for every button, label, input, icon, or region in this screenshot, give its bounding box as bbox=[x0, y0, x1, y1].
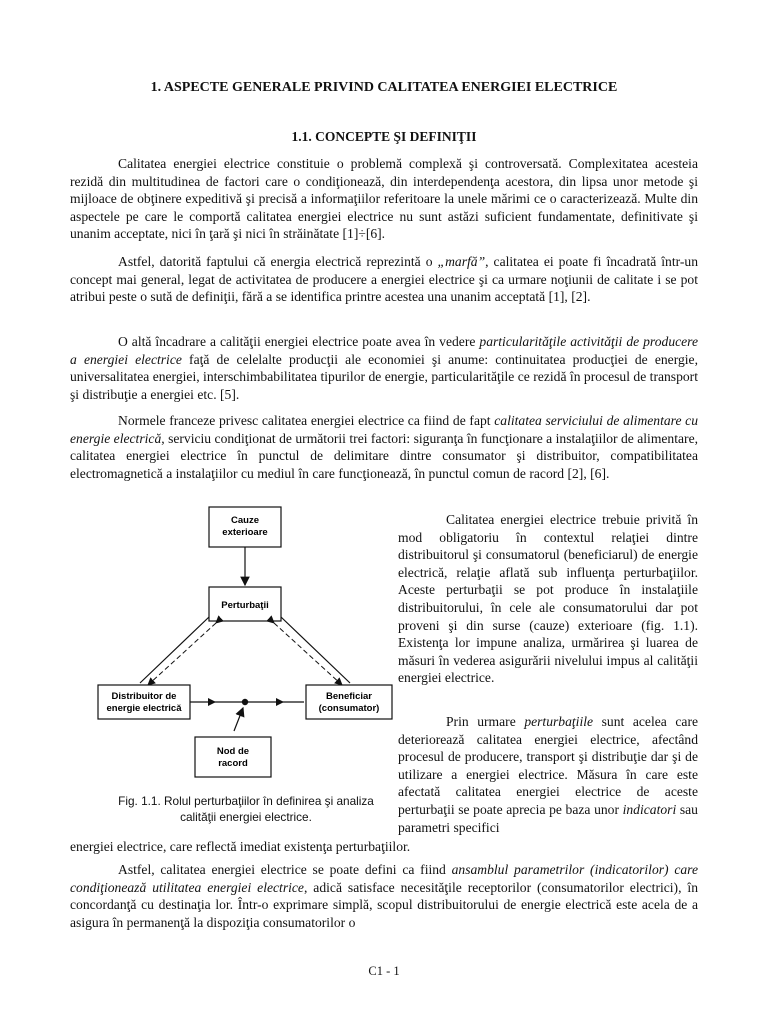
box-nod-label-2: racord bbox=[218, 758, 248, 769]
arrow-right-2 bbox=[276, 698, 284, 706]
figure-diagram bbox=[96, 505, 396, 787]
figure-caption-line-2: calităţii energiei electrice. bbox=[180, 809, 312, 824]
paragraph-1: Calitatea energiei electrice constituie o problemă complexă şi controversată. Complexitatea acesteia rezidă din multitudinea de factori care o condiţionează, din interdependenţa acestora, din lipsa unor metode şi mijloace de obţinere expeditivă şi precisă a informaţiilor referitoare la unele mărimi ce o caracterizează. Multe din aspectele pe care le comportă calitatea energiei electrice nu sunt astăzi suficient fundamentate, definitivate şi unanim acceptate, nici în ţară şi nici în străinătate [1]÷[6]. bbox=[70, 156, 698, 242]
paragraph-7: Astfel, calitatea energiei electrice se poate defini ca fiind ansamblul parametrilor (indicatorilor) care condiţionează utilitatea energiei electrice, adică satisface necesităţile receptorilor (consumatorilor electrici), în concordanţă cu destinaţia lor. Într-o exprimare simplă, scopul distribuitorului de energie electrică este acela de a asigura în permanenţă la dispoziţia consumatorilor o bbox=[70, 862, 698, 930]
link-perturbatii-distribuitor bbox=[140, 617, 209, 683]
dashed-link-right bbox=[274, 623, 342, 685]
figure-caption bbox=[96, 794, 396, 825]
box-distribuitor-label-2: energie electrică bbox=[106, 703, 182, 714]
box-distribuitor-label-1: Distribuitor de bbox=[111, 691, 177, 702]
figure-caption-line-1: Fig. 1.1. Rolul perturbaţiilor în definirea şi analiza bbox=[118, 794, 374, 808]
box-cauze-label-1: Cauze bbox=[231, 515, 259, 526]
paragraph-2: Astfel, datorită faptului că energia electrică reprezintă o „marfă”, calitatea ei poate fi încadrată într-un concept mai general, legat de activitatea de producere a energiei electrice şi ca urmare noţiunii de calitate i se pot atribui peste o sută de definiţii, fără a se identifica printre acestea una unanim acceptată [1], [2]. bbox=[70, 254, 698, 305]
box-nod-label-1: Nod de bbox=[216, 746, 250, 757]
box-cauze-label-2: exterioare bbox=[222, 527, 268, 538]
section-heading: 1.1. CONCEPTE ŞI DEFINIŢII bbox=[291, 129, 477, 144]
arrow-right-1 bbox=[208, 698, 216, 706]
chapter-heading: 1. ASPECTE GENERALE PRIVIND CALITATEA ENERGIEI ELECTRICE bbox=[150, 80, 618, 95]
paragraph-5: Calitatea energiei electrice trebuie privită în mod obligatoriu în contextul relaţiei dintre distribuitorul şi consumatorul (beneficiarul) de energie electrică, relaţie aflată sub influenţa perturbaţiilor. Aceste perturbaţii se pot produce în instalaţiile distribuitorului, în cele ale consumatorului dar pot proveni şi din surse (cauze) exterioare (fig. 1.1). Existenţa lor impune analiza, urmărirea şi luarea de măsuri în vederea asigurării nivelului impus al calităţii energiei electrice. bbox=[398, 512, 698, 686]
paragraph-3: O altă încadrare a calităţii energiei electrice poate avea în vedere particularităţile activităţii de producere a energiei electrice faţă de celelalte producţii ale economiei şi anume: continuitatea producţiei de energie, universalitatea energiei, interschimbabilitatea tipurilor de energie, particularităţile ce rezidă în procesul de transport şi distribuţie a energiei etc. [5]. bbox=[70, 334, 698, 402]
link-perturbatii-beneficiar bbox=[281, 617, 350, 683]
dashed-link-left bbox=[148, 623, 216, 685]
paragraph-6: Prin urmare perturbaţiile sunt acelea care deteriorează calitatea energiei electrice, afectând procesul de producere, transport şi distribuţie dar şi de utilizare a energiei electrice. Măsura în care este afectată calitatea energiei electrice de aceste perturbaţii se poate aprecia pe baza unor indicatori sau parametri specifici bbox=[398, 714, 698, 835]
box-beneficiar-label-2: (consumator) bbox=[318, 703, 380, 714]
paragraph-4: Normele franceze privesc calitatea energiei electrice ca fiind de fapt calitatea serviciului de alimentare cu energie electrică, serviciu condiţionat de următorii trei factori: siguranţa în funcţionare a instalaţiilor de alimentare, calitatea energiei electrice în punctul de delimitare dintre consumator şi distribuitor, compatibilitatea electromagnetică a instalaţiilor cu mediul în care funcţionează, în punctul comun de racord [2], [6]. bbox=[70, 413, 698, 481]
box-perturbatii-label: Perturbaţii bbox=[221, 600, 269, 611]
paragraph-6-tail: energiei electrice, care reflectă imediat existenţa perturbaţiilor. bbox=[70, 839, 411, 854]
arrow-nod-racord bbox=[234, 708, 243, 731]
node-point bbox=[242, 699, 248, 705]
box-nod-racord bbox=[195, 737, 271, 777]
page-number: C1 - 1 bbox=[368, 964, 400, 978]
box-beneficiar-label-1: Beneficiar bbox=[326, 691, 372, 702]
